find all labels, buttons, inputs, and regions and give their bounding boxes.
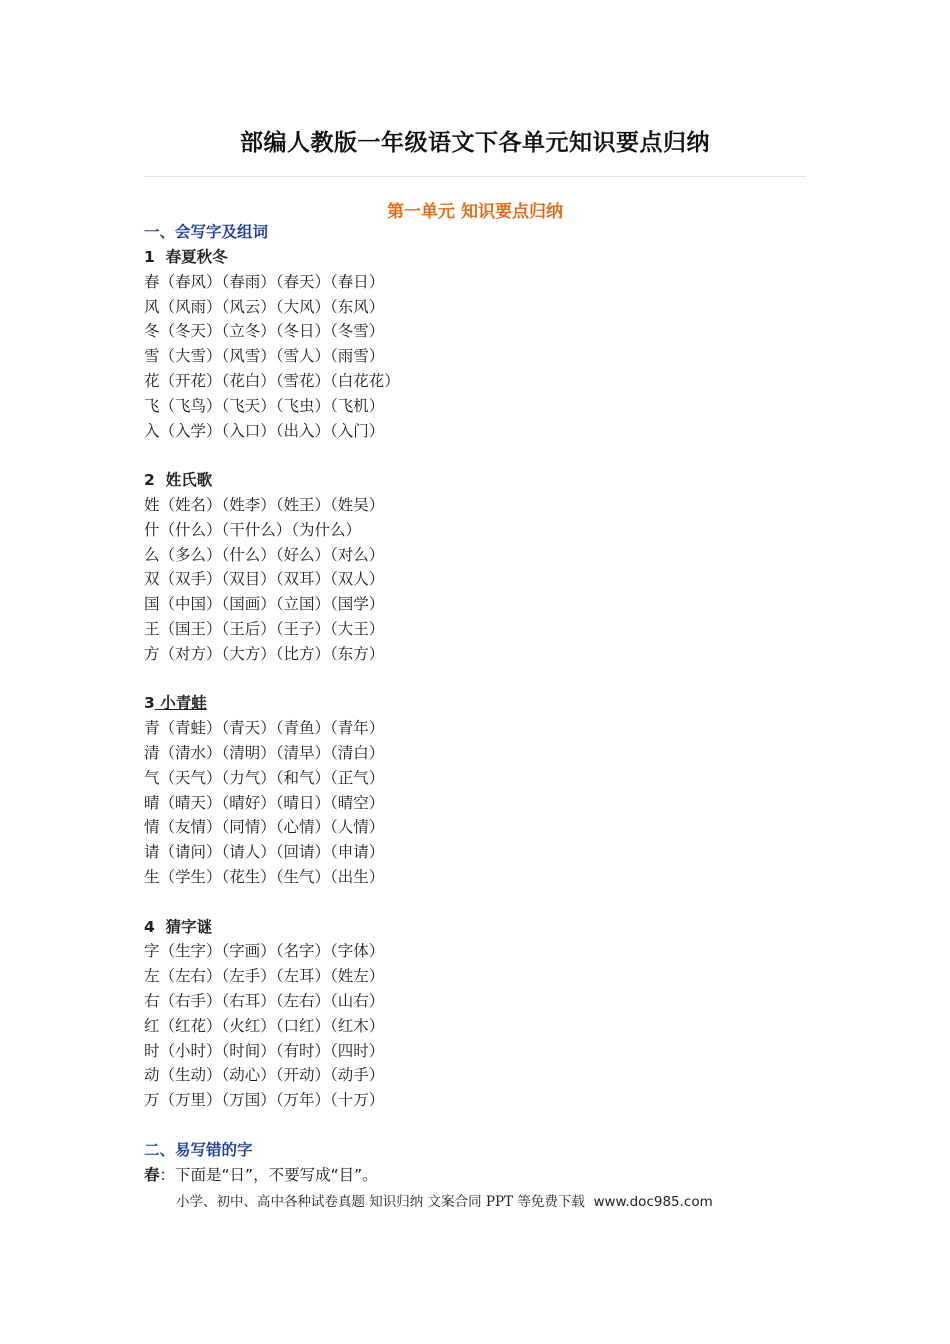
word-line: 飞（飞鸟）（飞天）（飞虫）（飞机） <box>144 396 385 415</box>
lesson-heading <box>144 915 814 940</box>
word-line: 请（请问）（请人）（回请）（申请） <box>144 843 385 862</box>
section-heading-writing-characters: 一、会写字及组词 <box>144 223 269 241</box>
word-line: 万（万里）（万国）（万年）（十万） <box>144 1091 385 1110</box>
word-line: 情（友情）（同情）（心情）（人情） <box>144 818 385 837</box>
word-line: 么（多么）（什么）（好么）（对么） <box>144 545 385 564</box>
word-line: 动（生动）（动心）（开动）（动手） <box>144 1066 385 1085</box>
word-line: 入（入学）（入口）（出入）（入门） <box>144 421 385 440</box>
lesson-heading <box>144 691 814 716</box>
error-note-text: ：下面是“日”，不要写成“目”。 <box>159 1165 378 1184</box>
word-line: 冬（冬天）（立冬）（冬日）（冬雪） <box>144 322 385 341</box>
lesson-heading <box>144 245 814 270</box>
word-line: 生（学生）（花生）（生气）（出生） <box>144 867 385 886</box>
footer-text: 小学、初中、高中各种试卷真题 知识归纳 文案合同 PPT 等免费下载 <box>176 1194 585 1210</box>
word-line: 时（小时）（时间）（有时）（四时） <box>144 1041 385 1060</box>
word-line: 春（春风）（春雨）（春天）（春日） <box>144 272 385 291</box>
document-body <box>144 220 814 1187</box>
lesson-heading <box>144 468 814 493</box>
word-line: 姓（姓名）（姓李）（姓王）（姓吴） <box>144 495 385 514</box>
word-line: 国（中国）（国画）（立国）（国学） <box>144 595 385 614</box>
lesson-name: 猜字谜 <box>165 917 213 936</box>
paragraph-gap <box>144 1113 814 1138</box>
word-line: 方（对方）（大方）（比方）（东方） <box>144 644 385 663</box>
paragraph-gap <box>144 667 814 692</box>
lesson-number: 3 <box>144 694 155 713</box>
lesson-name: 姓氏歌 <box>165 471 213 490</box>
lesson-name: 春夏秋冬 <box>165 248 228 266</box>
error-note <box>144 1163 814 1188</box>
word-line: 青（青蛙）（青天）（青鱼）（青年） <box>144 719 385 738</box>
word-line: 风（风雨）（风云）（大风）（东风） <box>144 297 385 316</box>
word-line: 花（开花）（花白）（雪花）（白花花） <box>144 371 400 390</box>
title-divider <box>144 176 806 177</box>
word-line: 红（红花）（火红）（口红）（红木） <box>144 1016 385 1035</box>
paragraph-gap <box>144 890 814 915</box>
page-title: 部编人教版一年级语文下各单元知识要点归纳 <box>240 130 710 156</box>
page-footer <box>176 1190 713 1210</box>
word-line: 气（天气）（力气）（和气）（正气） <box>144 768 385 787</box>
lesson-number: 4 <box>144 917 155 936</box>
word-line: 左（左右）（左手）（左耳）（姓左） <box>144 967 385 986</box>
lesson-number: 2 <box>144 471 155 490</box>
word-line: 什（什么）（干什么）（为什么） <box>144 520 362 539</box>
paragraph-gap <box>144 443 814 468</box>
word-line: 王（国王）（王后）（王子）（大王） <box>144 619 385 638</box>
word-line: 晴（晴天）（晴好）（晴日）（晴空） <box>144 793 385 812</box>
word-line: 清（清水）（清明）（清早）（清白） <box>144 743 385 762</box>
unit-title: 第一单元 知识要点归纳 <box>387 202 563 222</box>
lesson-name: 小青蛙 <box>160 694 207 713</box>
word-line: 双（双手）（双目）（双耳）（双人） <box>144 570 385 589</box>
word-line: 右（右手）（右耳）（左右）（山右） <box>144 991 385 1010</box>
footer-link[interactable]: www.doc985.com <box>593 1194 713 1210</box>
section-heading-error-prone-characters: 二、易写错的字 <box>144 1140 253 1159</box>
word-line: 雪（大雪）（风雪）（雪人）（雨雪） <box>144 347 385 366</box>
error-note-character: 春 <box>144 1165 160 1184</box>
word-line: 字（生字）（字画）（名字）（字体） <box>144 942 385 961</box>
lesson-number: 1 <box>144 248 155 266</box>
